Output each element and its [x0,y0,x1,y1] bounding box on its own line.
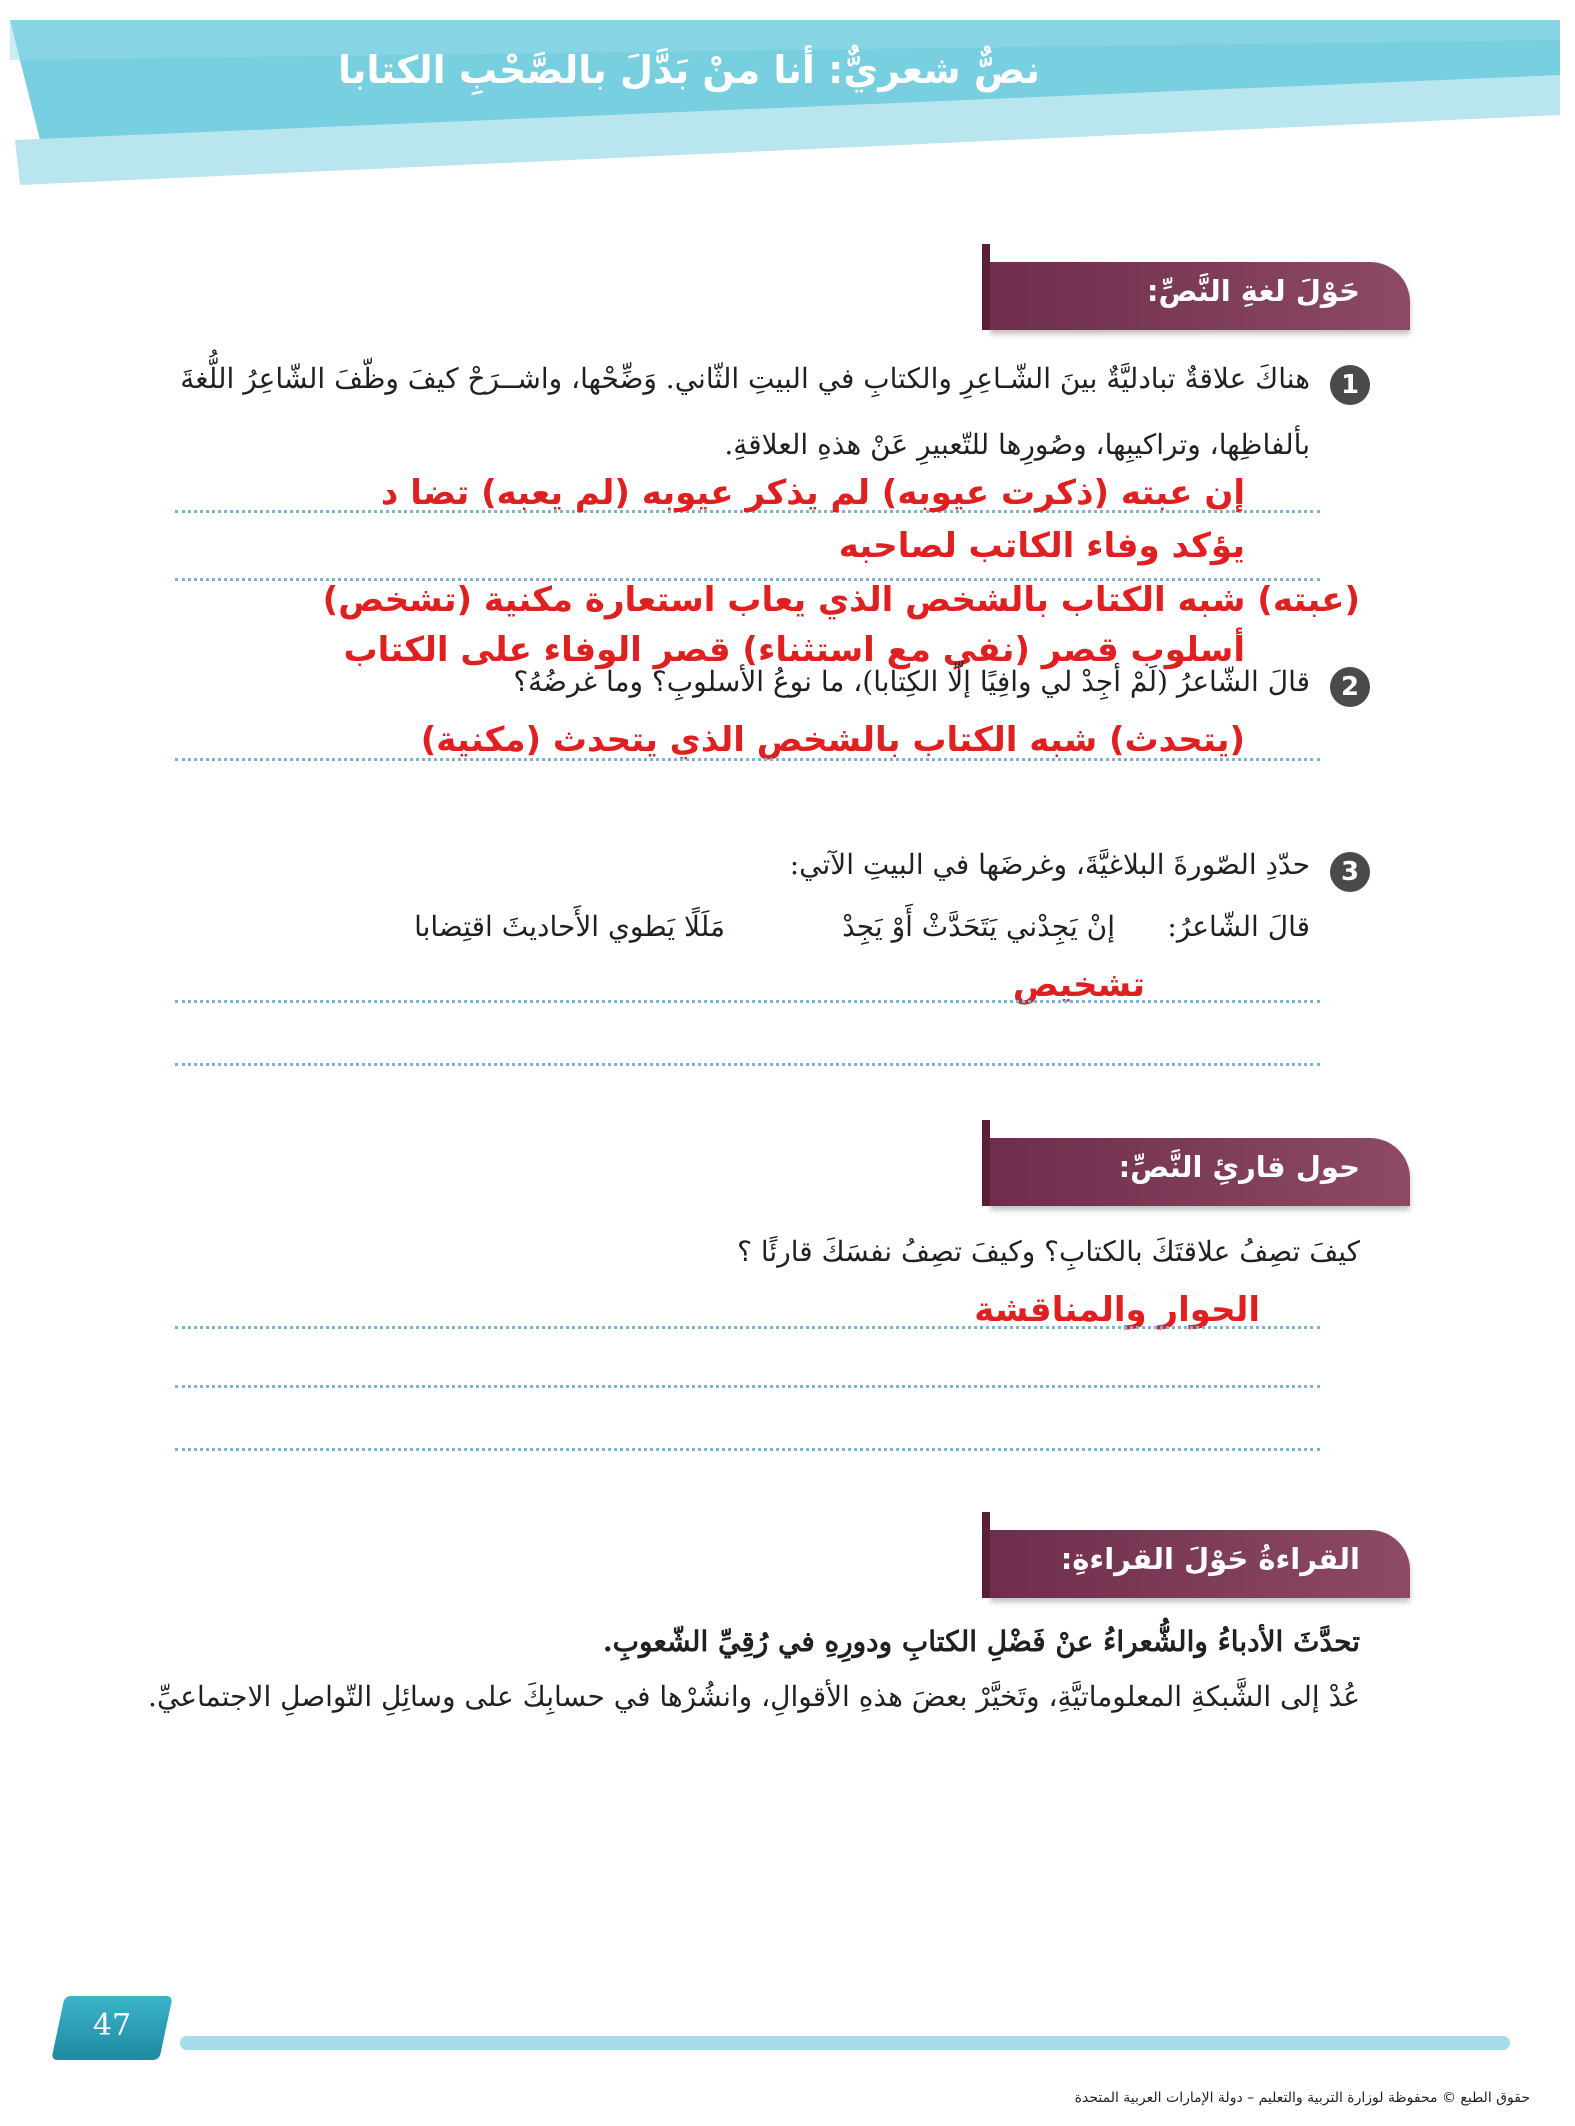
reading-instructions: عُدْ إلى الشَّبكةِ المعلوماتيَّةِ، وتَخيَّرْ بعضَ هذهِ الأقوالِ، وانشُرْها في حسابِكَ على وسائِلِ التّواصلِ الاجتماعيِّ. [148,1680,1360,1713]
question-3-poet: قالَ الشّاعرُ: [1167,910,1310,943]
question-number-2: 2 [1330,667,1370,707]
question-3-text: حدّدِ الصّورةَ البلاغيَّةَ، وغرضَها في البيتِ الآتي: [789,848,1310,881]
copyright-notice: حقوق الطبع © محفوظة لوزارة التربية والتعليم – دولة الإمارات العربية المتحدة [1074,2090,1530,2106]
answer-1-line-4: أسلوب قصر (نفي مع استثناء) قصر الوفاء على الكتاب [343,630,1245,670]
answer-line [175,1385,1320,1388]
question-2-text: قالَ الشّاعرُ (لَمْ أجِدْ لي وافِيًا إلّا الكِتابا)، ما نوعُ الأسلوبِ؟ وما غرضُهُ؟ [513,665,1310,698]
question-number-1: 1 [1330,365,1370,405]
answer-1-line-3: (عبته) شبه الكتاب بالشخص الذي يعاب استعارة مكنية (تشخص) [322,580,1360,620]
reading-intro: تحدَّثَ الأدباءُ والشُّعراءُ عنْ فَضْلِ الكتابِ ودورِهِ في رُقِيِّ الشّعوبِ. [602,1625,1360,1658]
section-label-reading: القراءةُ حَوْلَ القراءةِ: [1060,1542,1360,1576]
page-title: نصٌّ شعريٌّ: أنا منْ بَدَّلَ بالصَّحْبِ الكتابا [337,48,1040,92]
answer-2: (يتحدث) شبه الكتاب بالشخص الذي يتحدث (مكنية) [420,720,1245,760]
question-1-line-2: بألفاظِها، وتراكيبِها، وصُورِها للتّعبيرِ عَنْ هذهِ العلاقةِ. [724,428,1310,461]
answer-line [175,1063,1320,1066]
section-tab-reader [990,1138,1410,1206]
answer-3: تشخيص [1012,965,1145,1005]
question-1-line-1: هناكَ علاقةٌ تبادليَّةٌ بينَ الشّـاعِرِ والكتابِ في البيتِ الثّاني. وَضِّحْها، واشــرَحْ كيفَ وظّفَ الشّاعِرُ اللُّغةَ [180,362,1310,395]
answer-line [175,758,1320,761]
question-3-hemistich-1: إنْ يَجِدْني يَتَحَدَّثْ أَوْ يَجِدْ [842,910,1115,943]
section-tab-reading [990,1530,1410,1598]
question-3-hemistich-2: مَلَلًا يَطوي الأَحاديثَ اقتِضابا [414,910,725,943]
question-4-text: كيفَ تصِفُ علاقتَكَ بالكتابِ؟ وكيفَ تصِفُ نفسَكَ قارئًا ؟ [737,1235,1360,1268]
answer-line [175,1448,1320,1451]
answer-1-line-1: إن عبته (ذكرت عيوبه) لم يذكر عيوبه (لم يعبه) تضا د [380,473,1245,513]
section-label-language: حَوْلَ لغةِ النَّصِّ: [1146,274,1360,308]
page-number: 47 [92,2008,132,2043]
answer-4: الحوار والمناقشة [974,1290,1260,1330]
header-band [0,0,1575,200]
answer-line [175,1326,1320,1329]
question-number-3: 3 [1330,852,1370,892]
answer-1-line-2: يؤكد وفاء الكاتب لصاحبه [838,526,1245,566]
footer-bar [180,2036,1510,2050]
section-label-reader: حول قارئِ النَّصِّ: [1118,1150,1360,1184]
answer-line [175,1000,1320,1003]
section-tab-language [990,262,1410,330]
